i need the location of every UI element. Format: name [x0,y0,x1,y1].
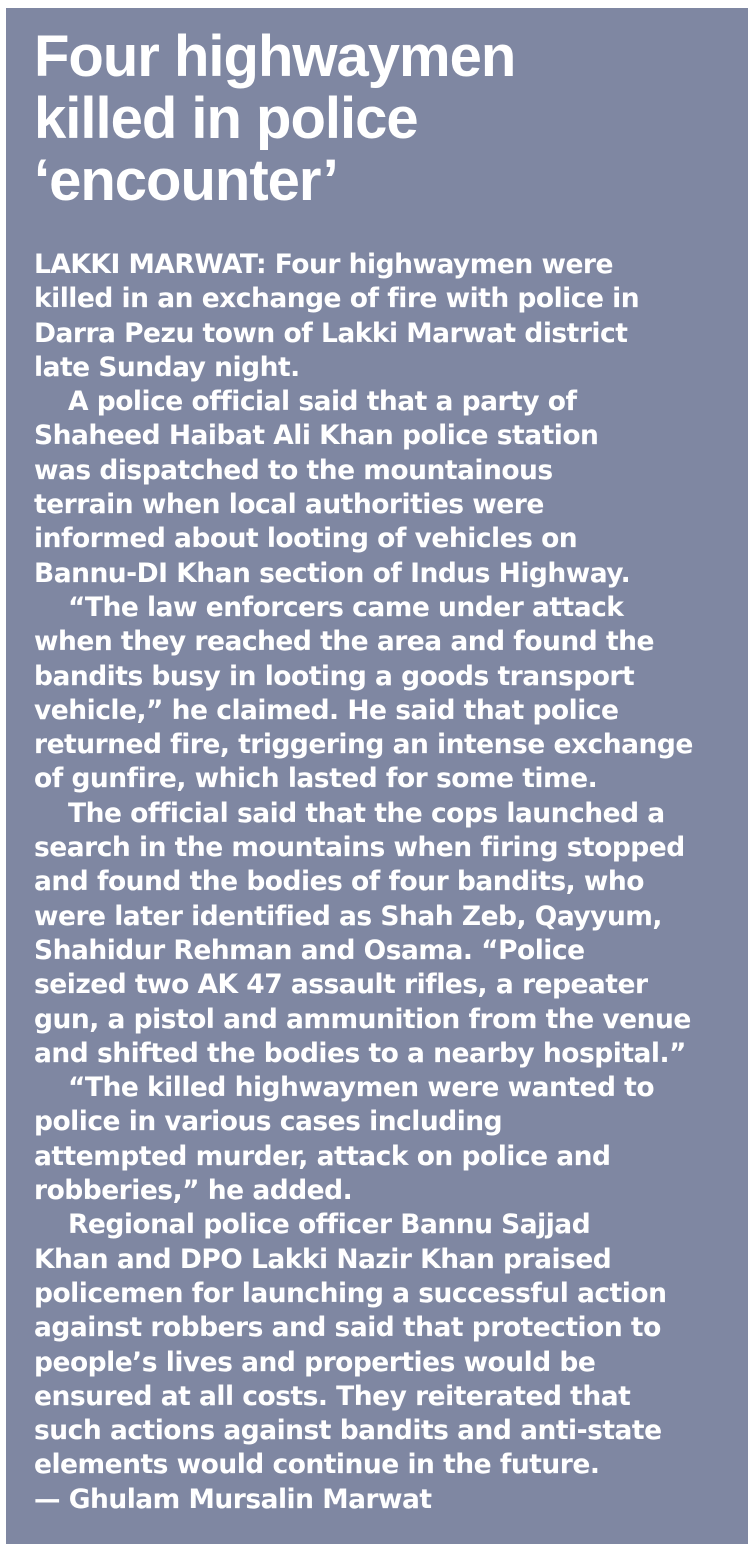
body-line: Bannu-DI Khan section of Indus Highway. [34,557,631,589]
body-line: of gunfire, which lasted for some time. [34,763,598,795]
body-line: attempted murder, attack on police and [34,1140,611,1172]
body-line: robberies,” he added. [34,1175,353,1207]
body-line: and shifted the bodies to a nearby hospital.” [34,1037,686,1069]
body-line: A police official said that a party of [68,386,577,418]
article-body [34,248,744,1517]
body-line: policemen for launching a successful action [34,1277,667,1309]
body-line: gun, a pistol and ammunition from the venue [34,1003,691,1035]
article-panel [6,8,748,1544]
article-headline [34,26,734,212]
body-line: killed in an exchange of fire with police in [34,283,640,315]
body-line: “The law enforcers came under attack [68,591,624,623]
body-line: was dispatched to the mountainous [34,454,553,486]
body-line: Regional police officer Bannu Sajjad [68,1209,591,1241]
body-line: bandits busy in looting a goods transport [34,660,635,692]
headline-line: Four highwaymen [34,24,516,89]
body-line: were later identified as Shah Zeb, Qayyum, [34,900,662,932]
body-line: and found the bodies of four bandits, who [34,866,644,898]
body-line: The official said that the cops launched a [68,797,665,829]
body-line: elements would continue in the future. [34,1449,600,1481]
body-line: returned fire, triggering an intense exchange [34,729,693,761]
body-line: LAKKI MARWAT: Four highwaymen were [34,249,613,280]
body-line: when they reached the area and found the [34,626,654,658]
body-line: search in the mountains when firing stopped [34,832,685,864]
body-line: informed about looting of vehicles on [34,523,578,555]
body-line: terrain when local authorities were [34,489,544,521]
body-line: Shaheed Haibat Ali Khan police station [34,420,599,452]
body-line: ensured at all costs. They reiterated that [34,1380,631,1412]
body-line: against robbers and said that protection to [34,1312,661,1344]
body-line: Khan and DPO Lakki Nazir Khan praised [34,1243,612,1275]
body-line: Shahidur Rehman and Osama. “Police [34,934,585,966]
headline-line: ‘encounter’ [34,148,338,213]
body-line: late Sunday night. [34,351,300,383]
body-line: vehicle,” he claimed. He said that police [34,694,619,726]
headline-line: killed in police [34,86,418,151]
byline: — Ghulam Mursalin Marwat [34,1483,432,1515]
body-line: police in various cases including [34,1106,503,1138]
body-line: “The killed highwaymen were wanted to [68,1072,655,1104]
body-line: people’s lives and properties would be [34,1346,596,1378]
body-line: Darra Pezu town of Lakki Marwat district [34,317,628,349]
body-line: such actions against bandits and anti-state [34,1415,662,1447]
body-line: seized two AK 47 assault rifles, a repeater [34,969,648,1001]
